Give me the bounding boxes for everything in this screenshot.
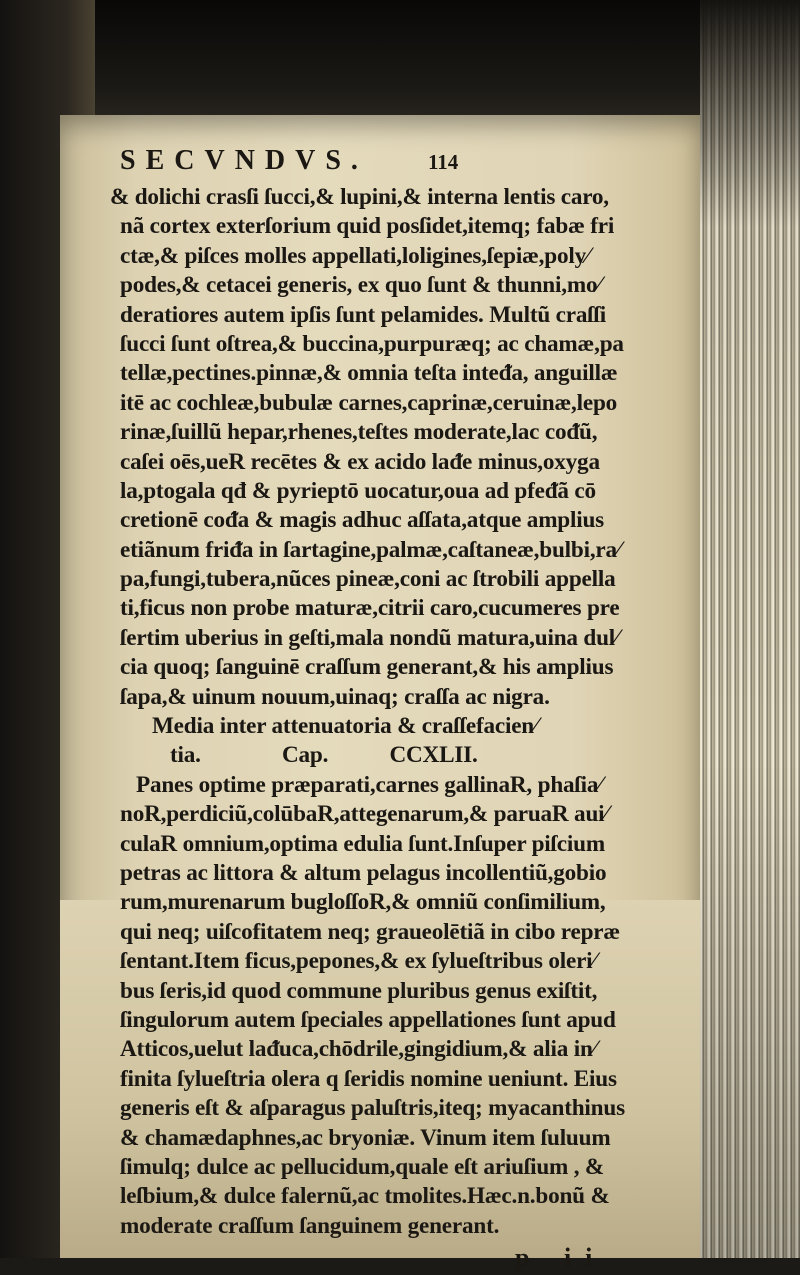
text-line: qui neq; uiſcofitatem neq; graueolētiã in cibo repræ <box>120 918 620 945</box>
section-heading: Media inter attenuatoria & craſſefacien⁄ <box>152 713 538 740</box>
text-line: & dolichi crasſi ſucci,& lupini,& interna lentis caro, <box>110 184 609 210</box>
chapter-label: Cap. <box>281 742 329 769</box>
chapter-line <box>110 741 655 770</box>
text-line: ſentant.Item ficus,pepones,& ex ſylueſtribus oleri⁄ <box>120 948 597 975</box>
text-line: caſei oēs,ueR recētes & ex acido laᵭe minus,oxyga <box>120 448 600 475</box>
running-head-title: SECVNDVS. <box>120 145 368 176</box>
text-line: ſingulorum autem ſpeciales appellationes ſunt apud <box>120 1006 616 1033</box>
text-line: etiãnum friᵭa in ſartagine,palmæ,caſtaneæ,bulbi,ra⁄ <box>120 536 621 563</box>
text-line: cia quoq; ſanguinē craſſum generant,& his amplius <box>120 654 614 681</box>
text-line: culaR omnium,optima edulia ſunt.Inſuper piſcium <box>120 830 605 857</box>
text-line: rum,murenarum bugloſſoR,& omniũ conſimilium, <box>120 889 606 916</box>
text-line: ti,ficus non probe maturæ,citrii caro,cucumeres pre <box>120 595 620 622</box>
page-text <box>110 145 655 1275</box>
text-line: tellæ,pectines.pinnæ,& omnia teſta inteᵭa, anguillæ <box>120 360 618 387</box>
text-line: bus ſeris,id quod commune pluribus genus exiſtit, <box>120 977 598 1004</box>
paragraph-1 <box>110 183 655 712</box>
text-line: la,ptogala qđ & pyrieptō uocatur,oua ad pfeᵭã cō <box>120 477 596 504</box>
text-line: pa,fungi,tubera,nũces pineæ,coni ac ſtrobili appella <box>120 566 616 593</box>
text-line: Atticos,uelut laᵭuca,chōdrile,gingidium,& alia in⁄ <box>120 1036 597 1063</box>
page-number: 114 <box>427 150 459 174</box>
running-head <box>110 145 655 183</box>
text-line: ctæ,& piſces molles appellati,loligines,ſepiæ,poly⁄ <box>120 242 590 269</box>
text-line: podes,& cetacei generis, ex quo ſunt & thunni,mo⁄ <box>120 272 602 299</box>
text-line: ſimulq; dulce ac pellucidum,quale eſt ariuſium , & <box>120 1153 605 1180</box>
chapter-number: CCXLII. <box>389 742 478 769</box>
text-line: moderate craſſum ſanguinem generant. <box>120 1212 500 1239</box>
text-line: itē ac cochleæ,bubulæ carnes,caprinæ,ceruinæ,lepo <box>120 389 618 416</box>
top-shadow <box>0 0 800 125</box>
text-line: nã cortex exterſorium quid posſidet,itemq; fabæ fri <box>120 213 615 240</box>
text-line: ſapa,& uinum nouum,uinaq; craſſa ac nigra. <box>120 683 550 710</box>
signature-mark: p ii <box>515 1243 607 1273</box>
text-line: deratiores autem ipſis ſunt pelamides. Multũ craſſi <box>120 301 606 328</box>
text-line: & chamædaphnes,ac bryoniæ. Vinum item ſuluum <box>120 1124 611 1151</box>
page-edge-shade <box>700 0 800 1258</box>
text-line: noR,perdiciũ,colūbaR,attegenarum,& paruaR aui⁄ <box>120 801 609 828</box>
text-line: cretionē coᵭa & magis adhuc aſſata,atque amplius <box>120 507 605 534</box>
paragraph-2 <box>110 771 655 1241</box>
text-line: petras ac littora & altum pelagus incollentiũ,gobio <box>120 859 607 886</box>
heading-continuation: tia. <box>170 742 201 769</box>
text-line: rinæ,ſuillũ hepar,rhenes,teſtes moderate,lac coᵭũ, <box>120 419 598 446</box>
text-line: leſbium,& dulce falernũ,ac tmolites.Hæc.n.bonũ & <box>120 1183 610 1210</box>
text-line: ſertim uberius in geſti,mala nondũ matura,uina dul⁄ <box>120 624 619 651</box>
text-line: generis eſt & aſparagus paluſtris,iteq; myacanthinus <box>120 1095 625 1122</box>
text-line: ſucci ſunt oſtrea,& buccina,purpuræq; ac chamæ,pa <box>120 330 624 357</box>
text-line: finita ſylueſtria olera q ſeridis nomine ueniunt. Eius <box>120 1065 617 1092</box>
text-line: Panes optime præparati,carnes gallinaR, phaſia⁄ <box>136 771 602 798</box>
